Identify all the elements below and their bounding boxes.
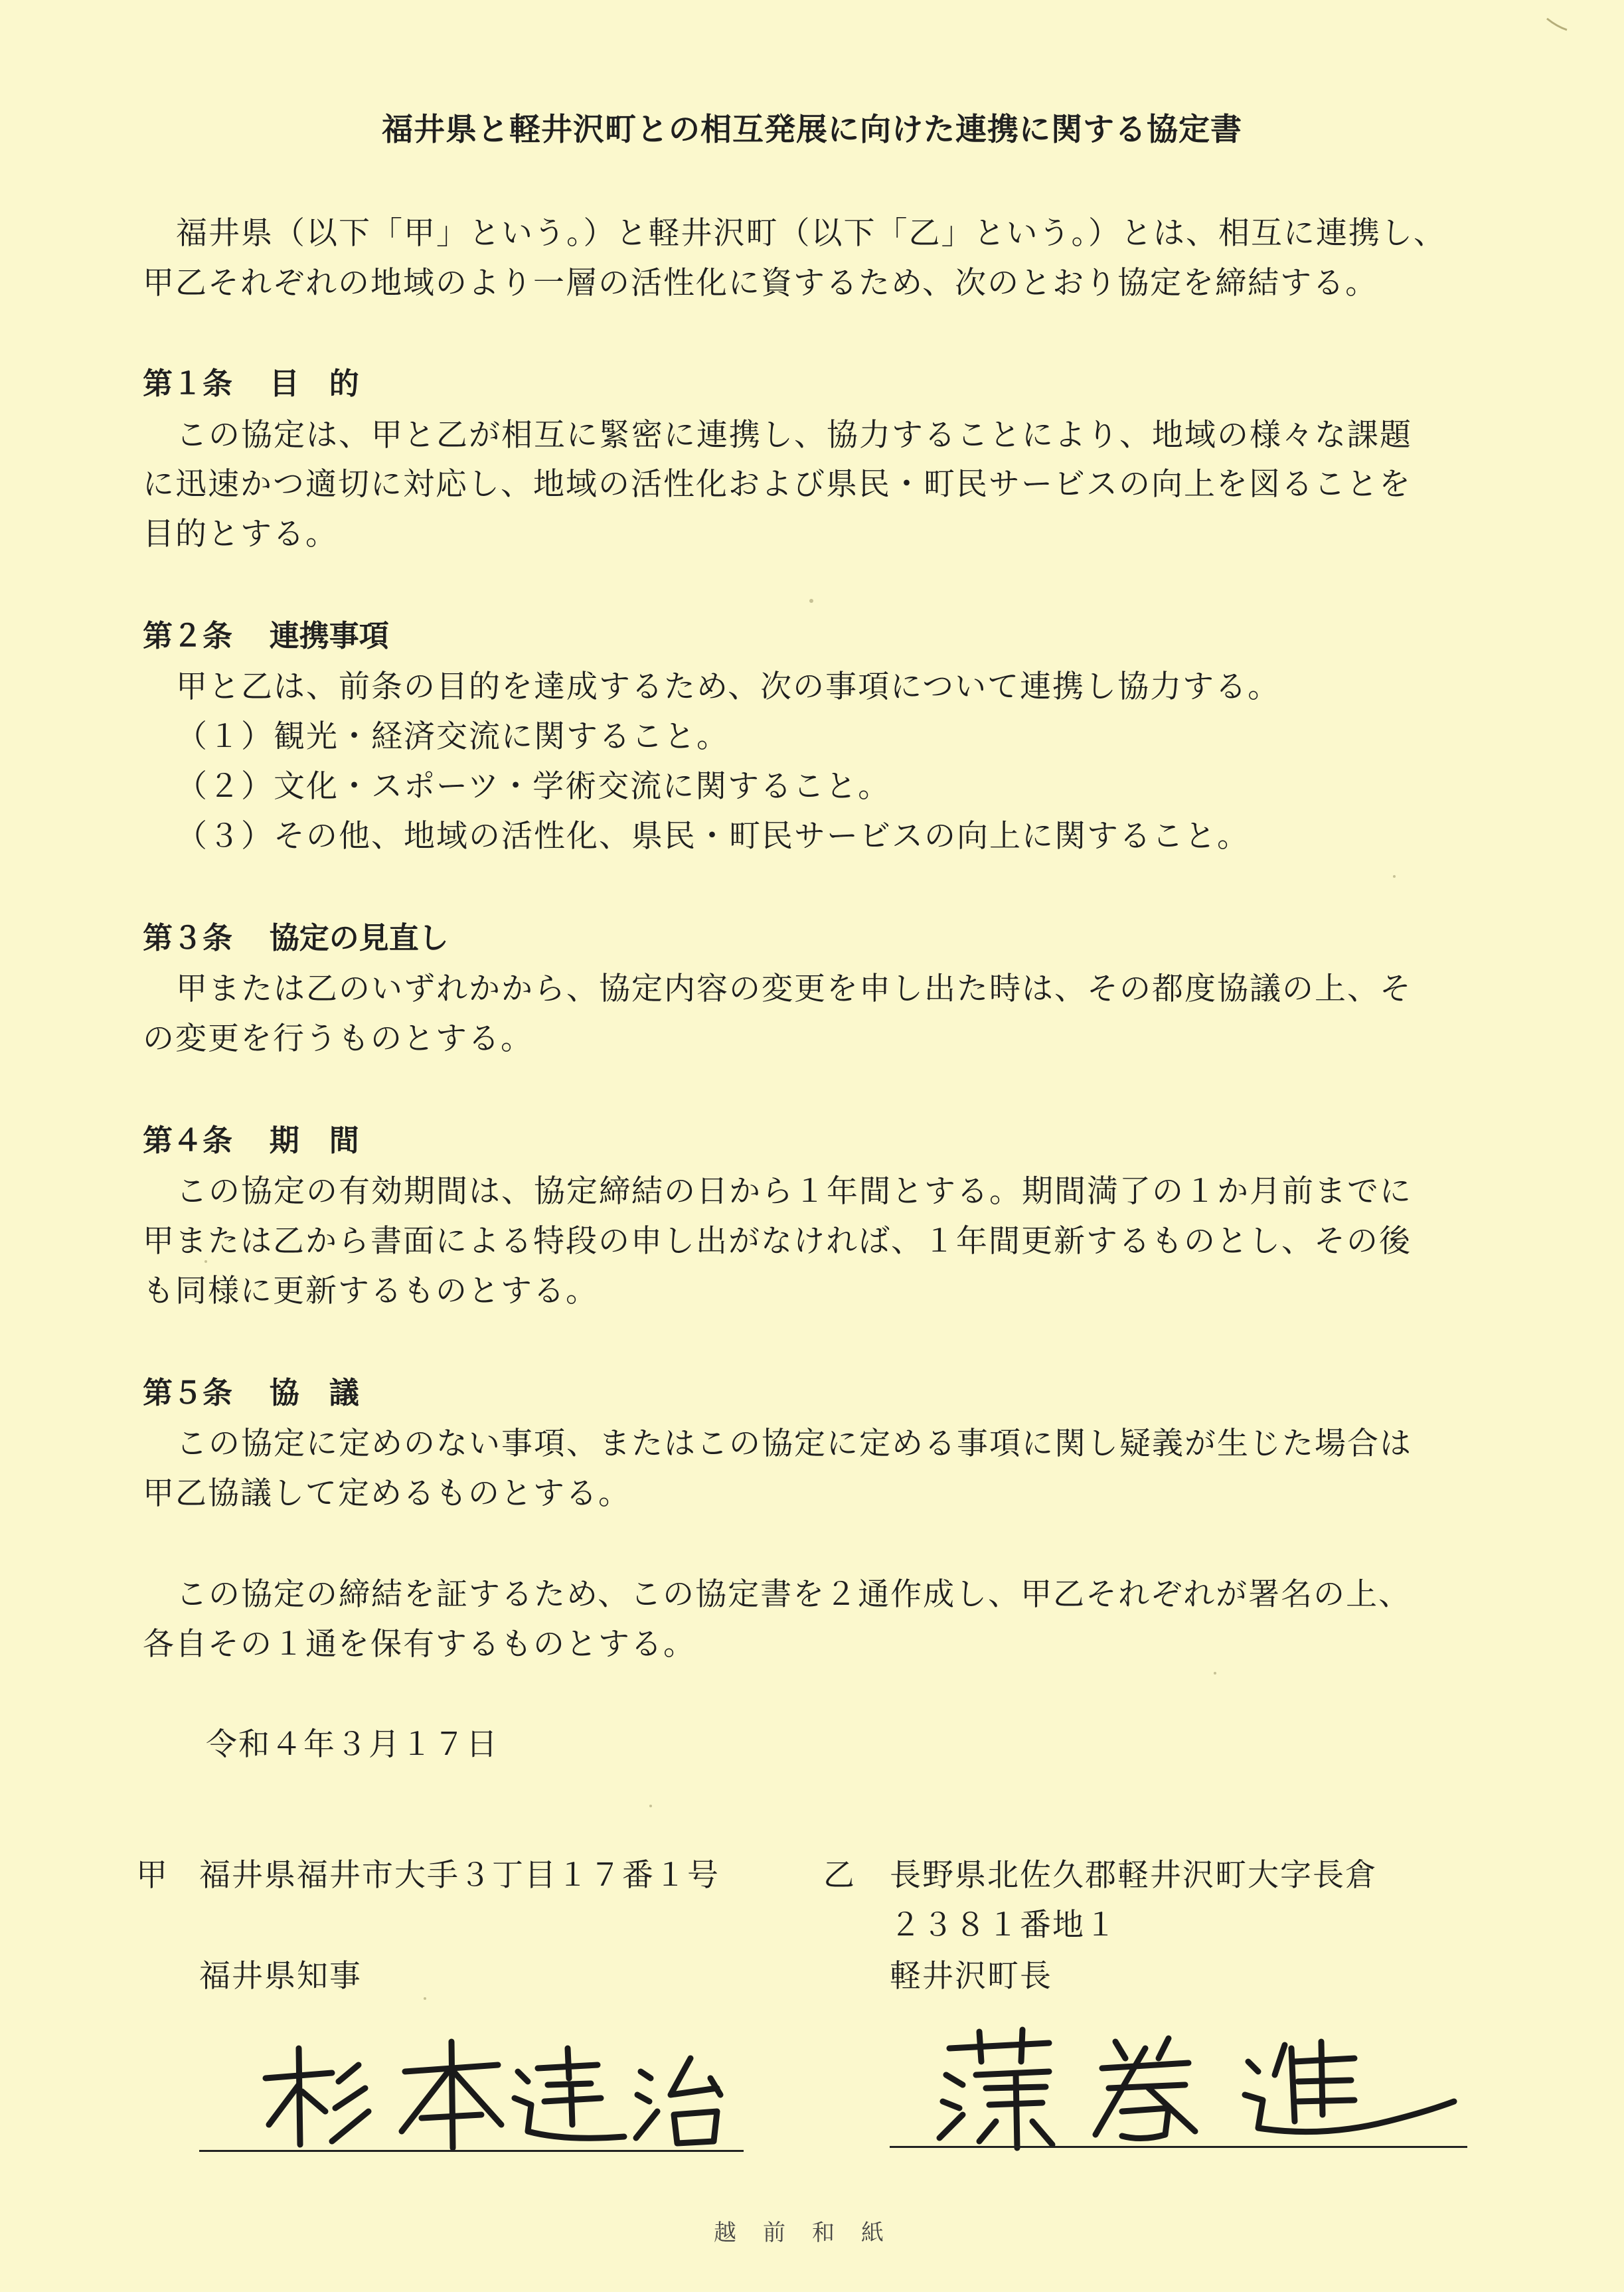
paper-brand-footer: 越前和紙 (714, 2220, 910, 2246)
article-text-line: に迅速かつ適切に対応し、地域の活性化および県民・町民サービスの向上を図ることを (143, 466, 1412, 503)
article-title: 連携事項 (269, 618, 389, 653)
party-a-address: 福井県福井市大手３丁目１７番１号 (199, 1857, 720, 1894)
article-number: 第３条 (143, 920, 233, 955)
party-a-position: 福井県知事 (199, 1958, 362, 1995)
article-text-line: この協定に定めのない事項、またはこの協定に定める事項に関し疑義が生じた場合は (176, 1426, 1412, 1462)
list-item: （３）その他、地域の活性化、県民・町民サービスの向上に関すること。 (176, 818, 1250, 855)
article-text-line: 甲と乙は、前条の目的を達成するため、次の事項について連携し協力する。 (176, 669, 1281, 705)
article-text-line: 目的とする。 (143, 516, 338, 552)
article-text-line: も同様に更新するものとする。 (143, 1273, 598, 1309)
article-text-line: 甲または乙から書面による特段の申し出がなければ、１年間更新するものとし、その後 (143, 1223, 1412, 1260)
article-title: 協 議 (269, 1375, 359, 1410)
article-text-line: 甲乙協議して定めるものとする。 (143, 1475, 631, 1512)
list-item: （２）文化・スポーツ・学術交流に関すること。 (176, 768, 891, 805)
party-b-address-line2: ２３８１番地１ (890, 1907, 1117, 1943)
party-b-address: 長野県北佐久郡軽井沢町大字長倉 (890, 1857, 1378, 1894)
article-title: 協定の見直し (269, 920, 449, 955)
article-text-line: 甲または乙のいずれかから、協定内容の変更を申し出た時は、その都度協議の上、そ (176, 971, 1412, 1007)
list-item: （１）観光・経済交流に関すること。 (176, 718, 729, 755)
party-a-label: 甲 (136, 1857, 169, 1894)
party-b-position: 軽井沢町長 (890, 1958, 1052, 1995)
agreement-date: 令和４年３月１７日 (206, 1726, 499, 1763)
article-text-line: この協定は、甲と乙が相互に緊密に連携し、協力することにより、地域の様々な課題 (176, 417, 1412, 453)
party-b-label: 乙 (823, 1857, 856, 1894)
article-title: 期 間 (269, 1123, 359, 1158)
closing-line: 各自その１通を保有するものとする。 (143, 1626, 696, 1663)
article-text-line: の変更を行うものとする。 (143, 1021, 533, 1057)
article-number: 第４条 (143, 1123, 233, 1158)
document-title: 福井県と軽井沢町との相互発展に向けた連携に関する協定書 (382, 112, 1242, 148)
article-text-line: この協定の有効期間は、協定締結の日から１年間とする。期間満了の１か月前までに (176, 1173, 1412, 1210)
article-number: 第１条 (143, 366, 233, 401)
article-number: 第２条 (143, 618, 233, 653)
closing-line: この協定の締結を証するため、この協定書を２通作成し、甲乙それぞれが署名の上、 (176, 1576, 1412, 1613)
article-title: 目 的 (269, 366, 359, 401)
preamble-line: 甲乙それぞれの地域のより一層の活性化に資するため、次のとおり協定を締結する。 (143, 265, 1378, 301)
article-number: 第５条 (143, 1375, 233, 1410)
preamble-line: 福井県（以下「甲」という。）と軽井沢町（以下「乙」という。）とは、相互に連携し、 (176, 215, 1446, 252)
